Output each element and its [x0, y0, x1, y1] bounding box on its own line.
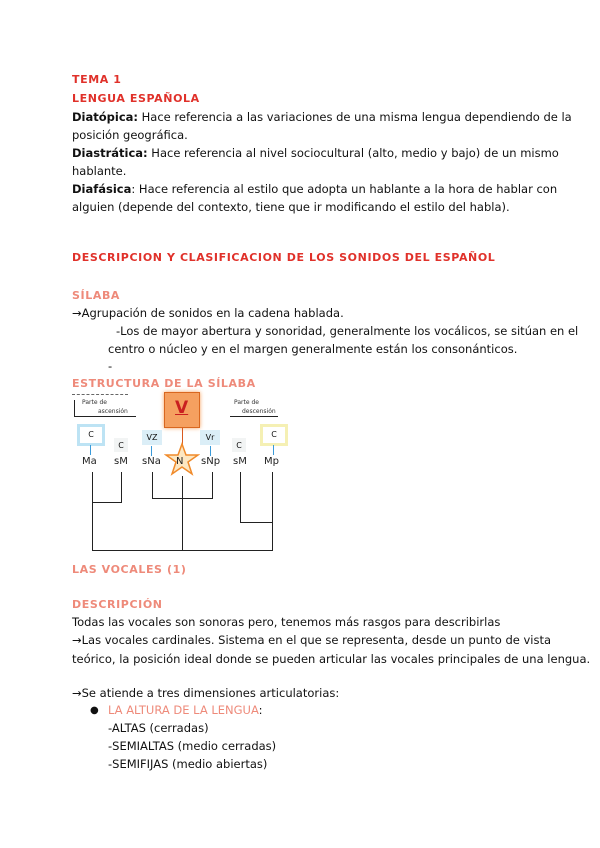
tree-join-right: [240, 522, 273, 523]
c-box-2: C: [114, 438, 128, 452]
dashed-line: [72, 394, 128, 395]
left-header-2: ascensión: [98, 408, 128, 415]
tree-base: [92, 550, 273, 551]
label-n: N: [176, 456, 184, 467]
diastratica-text: Hace referencia al nivel sociocultural (alto, medio y bajo) de un mismo: [147, 146, 559, 160]
arrow-c1: [90, 445, 91, 455]
tree-line-n: [182, 476, 183, 550]
syllable-structure-diagram: [70, 392, 290, 554]
silaba-line-3: centro o núcleo y en el margen generalmente están los consonánticos.: [108, 342, 518, 356]
vr-box: Vr: [200, 430, 220, 445]
label-sm-1: sM: [114, 456, 128, 467]
estructura-title: ESTRUCTURA DE LA SÍLABA: [72, 377, 256, 390]
left-header-1: Parte de: [82, 399, 107, 406]
tree-join-center: [152, 498, 213, 499]
label-ma: Ma: [82, 456, 97, 467]
c-box-4: C: [260, 424, 288, 446]
diatopica-term: Diatópica:: [72, 110, 138, 124]
bullet-line: [108, 701, 263, 719]
silaba-line-4: -: [108, 359, 113, 373]
left-header-underline: [74, 416, 136, 417]
tree-line-sm2: [240, 472, 241, 522]
vocales-line-4: →Se atiende a tres dimensiones articulatorias:: [72, 686, 340, 700]
descripcion-subtitle: DESCRIPCIÓN: [72, 598, 163, 611]
vz-box: VZ: [142, 430, 162, 445]
right-header-underline: [230, 416, 278, 417]
arrow-vr: [210, 446, 211, 456]
vocales-line-2: →Las vocales cardinales. Sistema en el que se representa, desde un punto de vista: [72, 633, 552, 647]
left-header-bracket: [74, 400, 75, 417]
arrow-vz: [151, 446, 152, 456]
sub-item-altas: -ALTAS (cerradas): [108, 721, 209, 735]
silaba-title: SÍLABA: [72, 289, 121, 302]
tree-line-mp: [272, 472, 273, 550]
diatopica-line: [72, 108, 572, 126]
label-snp: sNp: [201, 456, 221, 467]
diafasica-term: Diafásica: [72, 182, 132, 196]
tree-line-ma: [92, 472, 93, 550]
tema-subtitle: LENGUA ESPAÑOLA: [72, 92, 200, 105]
tree-line-sna: [152, 472, 153, 498]
right-header-2: descensión: [242, 408, 276, 415]
arrow-c4: [273, 445, 274, 455]
label-sna: sNa: [142, 456, 161, 467]
silaba-line-1: →Agrupación de sonidos en la cadena hablada.: [72, 306, 344, 320]
c-box-1: C: [77, 424, 105, 446]
tree-line-snp: [212, 472, 213, 498]
v-label: V: [175, 398, 189, 418]
bullet-label: LA ALTURA DE LA LENGUA: [108, 703, 259, 717]
sub-item-semialtas: -SEMIALTAS (medio cerradas): [108, 739, 277, 753]
vocales-title: LAS VOCALES (1): [72, 563, 187, 576]
diatopica-text: Hace referencia a las variaciones de una misma lengua dependiendo de la: [138, 110, 572, 124]
vocales-line-3: teórico, la posición ideal donde se pueden articular las vocales principales de una lengua.: [72, 652, 591, 666]
sub-item-semifijas: -SEMIFIJAS (medio abiertas): [108, 757, 268, 771]
label-sm-2: sM: [233, 456, 247, 467]
diatopica-line-2: posición geográfica.: [72, 128, 188, 142]
vocales-line-1: Todas las vocales son sonoras pero, tenemos más rasgos para describirlas: [72, 615, 501, 629]
silaba-line-2: -Los de mayor abertura y sonoridad, generalmente los vocálicos, se sitúan en el: [116, 324, 579, 338]
diastratica-line-2: hablante.: [72, 164, 127, 178]
diafasica-line-2: alguien (depende del contexto, tiene que ir modificando el estilo del habla).: [72, 200, 510, 214]
bullet-colon: :: [258, 703, 263, 717]
tree-line-sm1: [121, 472, 122, 502]
right-header-1: Parte de: [234, 399, 259, 406]
bullet-dot: ●: [90, 705, 99, 716]
diastratica-term: Diastrática:: [72, 146, 148, 160]
descripcion-title: DESCRIPCION Y CLASIFICACION DE LOS SONIDOS DEL ESPAÑOL: [72, 251, 496, 264]
label-mp: Mp: [264, 456, 279, 467]
diastratica-line: [72, 144, 559, 162]
diafasica-text: : Hace referencia al estilo que adopta un hablante a la hora de hablar con: [131, 182, 558, 196]
tema-title: TEMA 1: [72, 73, 122, 86]
v-box: [164, 392, 200, 428]
diafasica-line: [72, 180, 557, 198]
c-box-3: C: [232, 438, 246, 452]
tree-join-left: [92, 502, 122, 503]
